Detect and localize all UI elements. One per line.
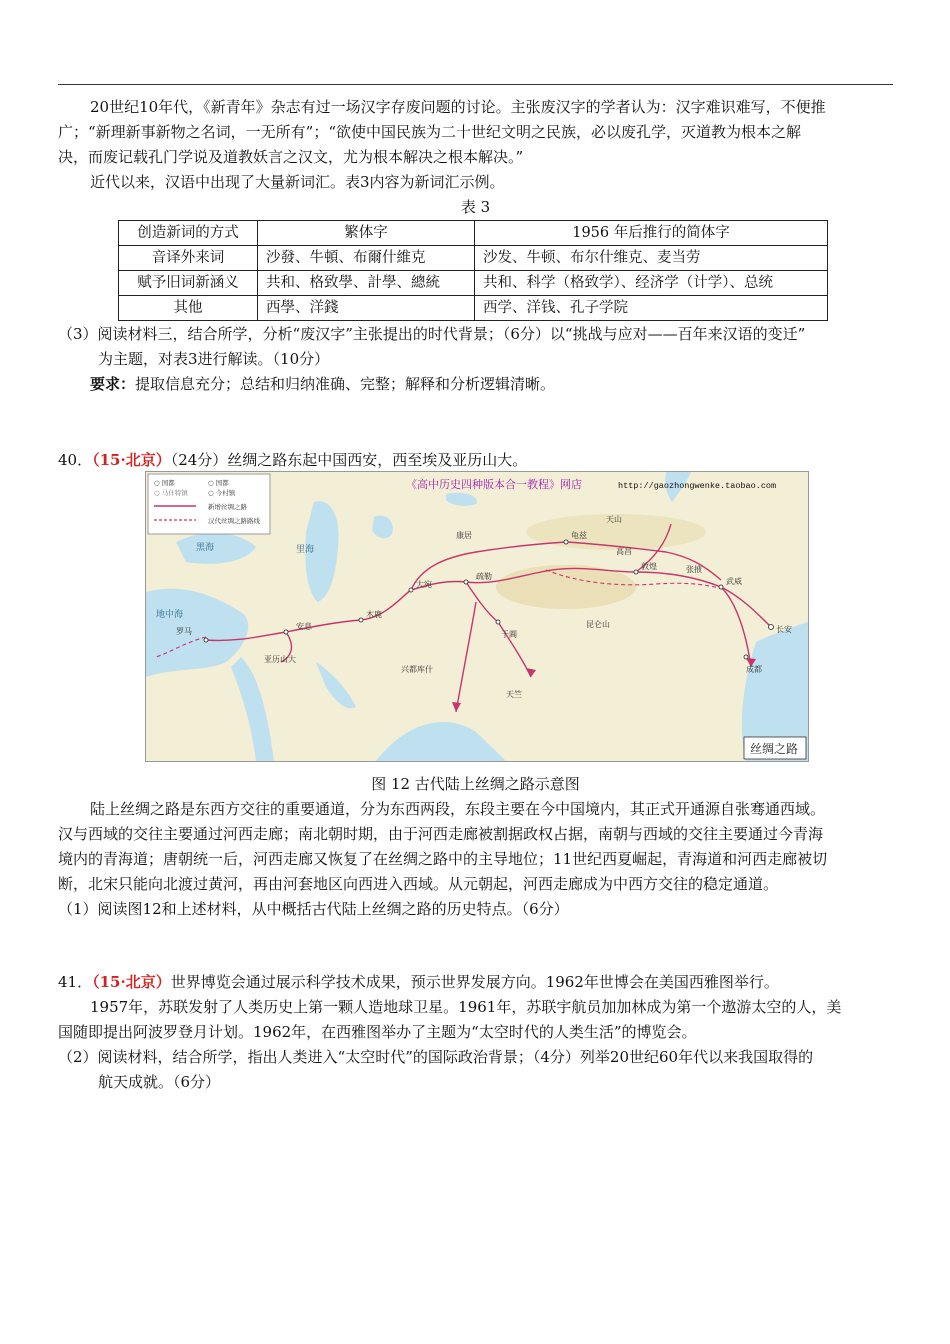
requirements-text: 提取信息充分；总结和归纳准确、完整；解释和分析逻辑清晰。	[135, 375, 556, 393]
question-40-material-line3: 境内的青海道；唐朝统一后，河西走廊又恢复了在丝绸之路中的主导地位；11世纪西夏崛起，青海道和河西走廊被切	[58, 850, 828, 868]
place-label: 天竺	[506, 690, 522, 699]
question-40-sub1: （1）阅读图12和上述材料，从中概括古代陆上丝绸之路的历史特点。（6分）	[58, 900, 569, 918]
place-label: 亚历山大	[264, 655, 296, 664]
sea-label: 里海	[296, 545, 315, 555]
table-cell: 其他	[119, 296, 258, 321]
table-header: 创造新词的方式	[119, 221, 258, 246]
question-40-material: 陆上丝绸之路是东西方交往的重要通道，分为东西两段，东段主要在今中国境内，其正式开通源自张骞通西域。	[90, 800, 826, 818]
place-label: 敦煌	[641, 562, 657, 571]
question-number: 41．	[58, 973, 93, 991]
top-rule	[58, 84, 893, 85]
source-tag: （15·北京）	[92, 451, 171, 469]
question-intro: （24分）丝绸之路东起中国西安，西至埃及亚历山大。	[170, 451, 528, 469]
table-cell: 西学、洋钱、孔子学院	[475, 296, 828, 321]
figure-caption: 图 12 古代陆上丝绸之路示意图	[371, 775, 580, 793]
place-label: 张掖	[686, 565, 702, 574]
material3-paragraph: 20世纪10年代，《新青年》杂志有过一场汉字存废问题的讨论。主张废汉字的学者认为：汉字难识难写，不便推	[90, 98, 826, 116]
place-label: 天山	[606, 515, 622, 524]
place-label: 成都	[746, 665, 762, 674]
table-cell: 音译外来词	[119, 246, 258, 271]
requirements	[58, 372, 893, 397]
legend-item: ○ 国都	[208, 479, 229, 487]
table-header-row	[119, 221, 828, 246]
table-cell: 沙發、牛頓、布爾什維克	[258, 246, 475, 271]
table-cell: 沙发、牛顿、布尔什维克、麦当劳	[475, 246, 828, 271]
place-label: 疏勒	[476, 572, 492, 581]
place-label: 木鹿	[366, 610, 382, 619]
place-label: 大宛	[416, 580, 432, 589]
question-3-line2: 为主题，对表3进行解读。（10分）	[98, 350, 330, 368]
silk-road-map	[145, 471, 809, 762]
table-cell: 共和、科学（格致学）、经济学（计学）、总统	[475, 271, 828, 296]
question-40-heading	[58, 448, 893, 473]
place-label: 长安	[776, 625, 792, 634]
place-label: 龟兹	[571, 531, 587, 540]
place-label: 昆仑山	[586, 620, 610, 629]
table-header: 1956 年后推行的简体字	[475, 221, 828, 246]
question-3: （3）阅读材料三，结合所学，分析“废汉字”主张提出的时代背景；（6分）以“挑战与应对——百年来汉语的变迁”	[58, 325, 806, 343]
material3-paragraph-line2: 广；“新理新事新物之名词，一无所有”；“欲使中国民族为二十世纪文明之民族，必以废孔学，灭道教为根本之解	[58, 123, 802, 141]
place-label: 武威	[726, 577, 742, 586]
map-url: http://gaozhongwenke.taobao.com	[618, 481, 777, 491]
map-stamp: 丝绸之路	[750, 742, 799, 756]
place-label: 康居	[456, 531, 472, 540]
question-41-sub2-line2: 航天成就。（6分）	[98, 1073, 221, 1091]
question-41-material-line2: 国随即提出阿波罗登月计划。1962年，在西雅图举办了主题为“太空时代的人类生活”的博览会。	[58, 1023, 697, 1041]
place-label: 安息	[296, 622, 312, 631]
legend-item: ○ 马什特镇	[154, 489, 188, 497]
place-label: 高昌	[616, 547, 632, 556]
table3-title: 表 3	[460, 198, 491, 216]
sea-label: 地中海	[156, 610, 184, 620]
table-cell: 赋予旧词新涵义	[119, 271, 258, 296]
legend-item: 汉代丝绸之路路线	[208, 517, 260, 525]
question-41-heading	[58, 970, 893, 995]
table-cell: 共和、格致學、計學、總統	[258, 271, 475, 296]
source-tag: （15·北京）	[92, 973, 171, 991]
table-cell: 西學、洋錢	[258, 296, 475, 321]
question-40-material-line4: 断，北宋只能向北渡过黄河，再由河套地区向西进入西域。从元朝起，河西走廊成为中西方交往的稳定通道。	[58, 875, 779, 893]
sea-label: 黑海	[196, 543, 215, 553]
table-row	[119, 246, 828, 271]
requirements-label: 要求：	[90, 375, 136, 393]
question-41-material: 1957年，苏联发射了人类历史上第一颗人造地球卫星。1961年，苏联宇航员加加林成为第一个遨游太空的人，美	[90, 998, 842, 1016]
legend-item: ○ 今村镇	[208, 489, 236, 497]
legend-item: 新增丝绸之路	[208, 503, 247, 511]
question-number: 40．	[58, 451, 93, 469]
table-3	[118, 220, 828, 321]
legend-item: ○ 国都	[154, 479, 175, 487]
table-header: 繁体字	[258, 221, 475, 246]
table-row	[119, 271, 828, 296]
place-label: 罗马	[176, 627, 192, 636]
material3-paragraph-2: 近代以来，汉语中出现了大量新词汇。表3内容为新词汇示例。	[90, 173, 505, 191]
question-41-sub2: （2）阅读材料，结合所学，指出人类进入“太空时代”的国际政治背景；（4分）列举20世纪60年代以来我国取得的	[58, 1048, 814, 1066]
question-intro: 世界博览会通过展示科学技术成果，预示世界发展方向。1962年世博会在美国西雅图举行。	[170, 973, 779, 991]
table-row	[119, 296, 828, 321]
place-label: 兴都库什	[401, 665, 433, 674]
place-label: 于阗	[501, 630, 517, 639]
material3-paragraph-line3: 决，而废记载孔门学说及道教妖言之汉文，尤为根本解决之根本解决。”	[58, 148, 524, 166]
question-40-material-line2: 汉与西域的交往主要通过河西走廊；南北朝时期，由于河西走廊被割据政权占据，南朝与西域的交往主要通过今青海	[58, 825, 824, 843]
map-watermark: 《高中历史四种版本合一教程》网店	[406, 478, 582, 491]
